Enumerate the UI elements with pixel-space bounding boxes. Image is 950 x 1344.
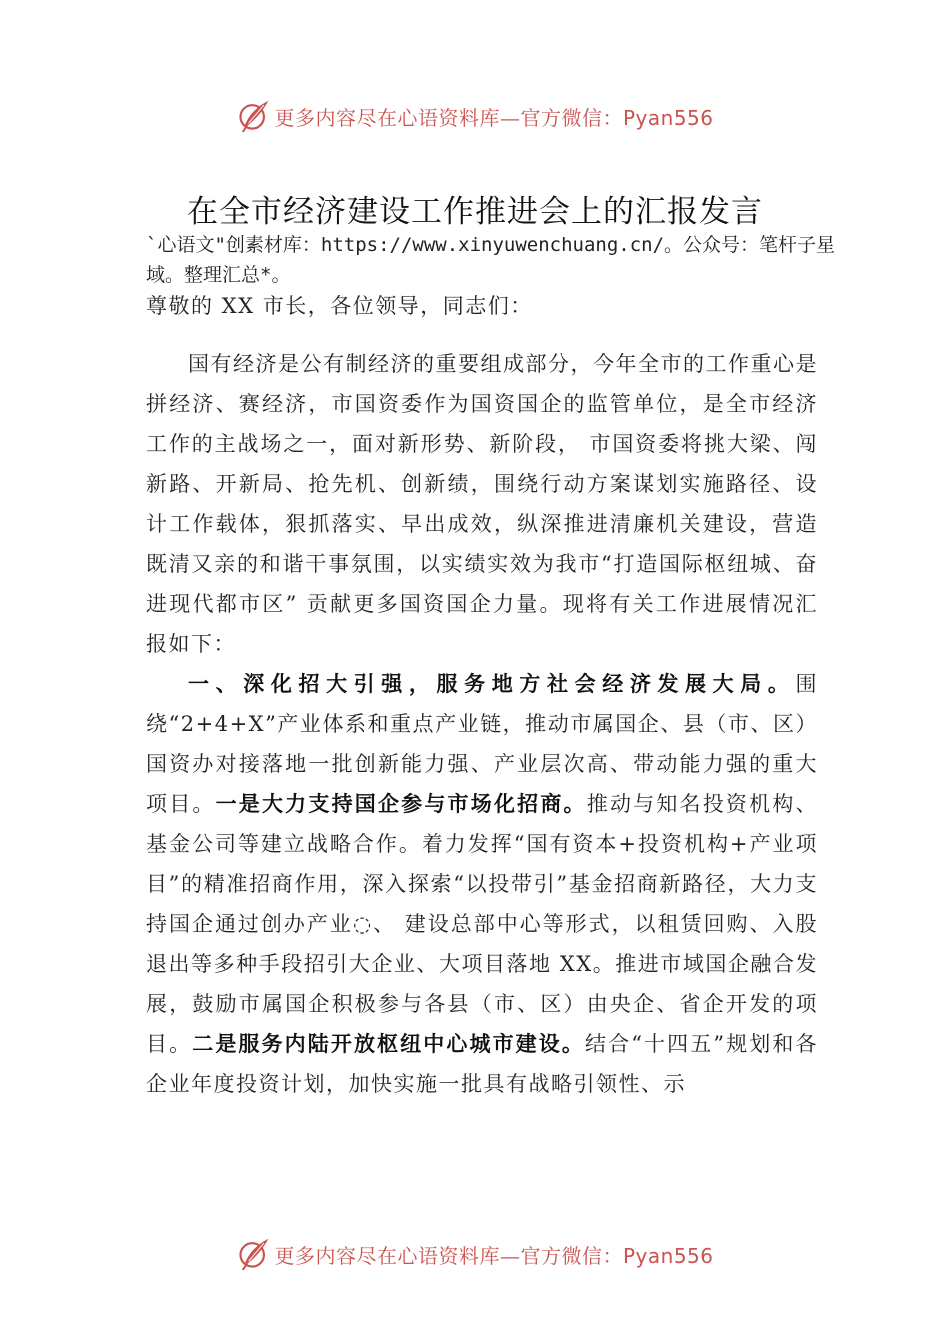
section-1-heading: 一、深化招大引强，服务地方社会经济发展大局。 [188,671,796,696]
watermark-banner-top [0,96,950,136]
point-1-text: 推动与知名投资机构、基金公司等建立战略合作。着力发挥“国有资本+投资机构+产业项目”的精准招商作用，深入探索“以投带引”基金招商新路径，大力支持国企通过创办产业 [146,792,819,936]
watermark-text: 更多内容尽在心语资料库—官方微信：Pyan556 [274,1243,714,1268]
point-2-heading: 二是服务内陆开放枢纽中心城市建设。 [192,1031,585,1056]
watermark-banner-bottom [0,1234,950,1274]
salutation: 尊敬的 XX 市长，各位领导，同志们： [146,294,533,318]
wechat-id: Pyan556 [622,105,714,130]
intro-paragraph: 国有经济是公有制经济的重要组成部分，今年全市的工作重心是拼经济、赛经济，市国资委作为国资国企的监管单位，是全市经济工作的主战场之一，面对新形势、新阶段， 市国资委将挑大梁、闯新路、开新局、抢先机、创新绩，围绕行动方案谋划实施路径、设计工作载体，狠抓落实、早出成效，纵深推进清廉机关建设，营造既清又亲的和谐干事氛围，以实绩实效为我市“打造国际枢纽城、奋进现代都市区” 贡献更多国资国企力量。现将有关工作进展情况汇报如下： [146,352,818,656]
section-1-text: 围绕“2+4+X”产业体系和重点产业链，推动市属国企、县（市、区）国资办对接落地一批创新能力强、产业层次高、带动能力强的重大项目。 [146,672,818,816]
section-1-paragraph [146,664,818,1104]
point-2-text: 结合“十四五”规划和各企业年度投资计划，加快实施一批具有战略引领性、示 [146,1032,819,1096]
point-1-heading: 一是大力支持国企参与市场化招商。 [215,791,587,816]
quill-pen-icon [236,1236,272,1272]
wechat-id: Pyan556 [622,1243,714,1268]
garbled-glyph-icon: ◌ [352,912,374,936]
point-1-text-continued: 、 建设总部中心等形式，以租赁回购、入股退出等多种手段招引大企业、大项目落地 XX。推进市域国企融合发展，鼓励市属国企积极参与各县（市、区）由央企、省企开发的项目。 [146,912,818,1056]
quill-pen-icon [236,98,272,134]
document-body [146,286,818,1104]
watermark-text: 更多内容尽在心语资料库—官方微信：Pyan556 [274,105,714,130]
source-note: `心语文"创素材库：https://www.xinyuwenchuang.cn/。公众号：笔杆子星域。整理汇总*。 [146,234,836,286]
document-title: 在全市经济建设工作推进会上的汇报发言 [187,194,763,230]
